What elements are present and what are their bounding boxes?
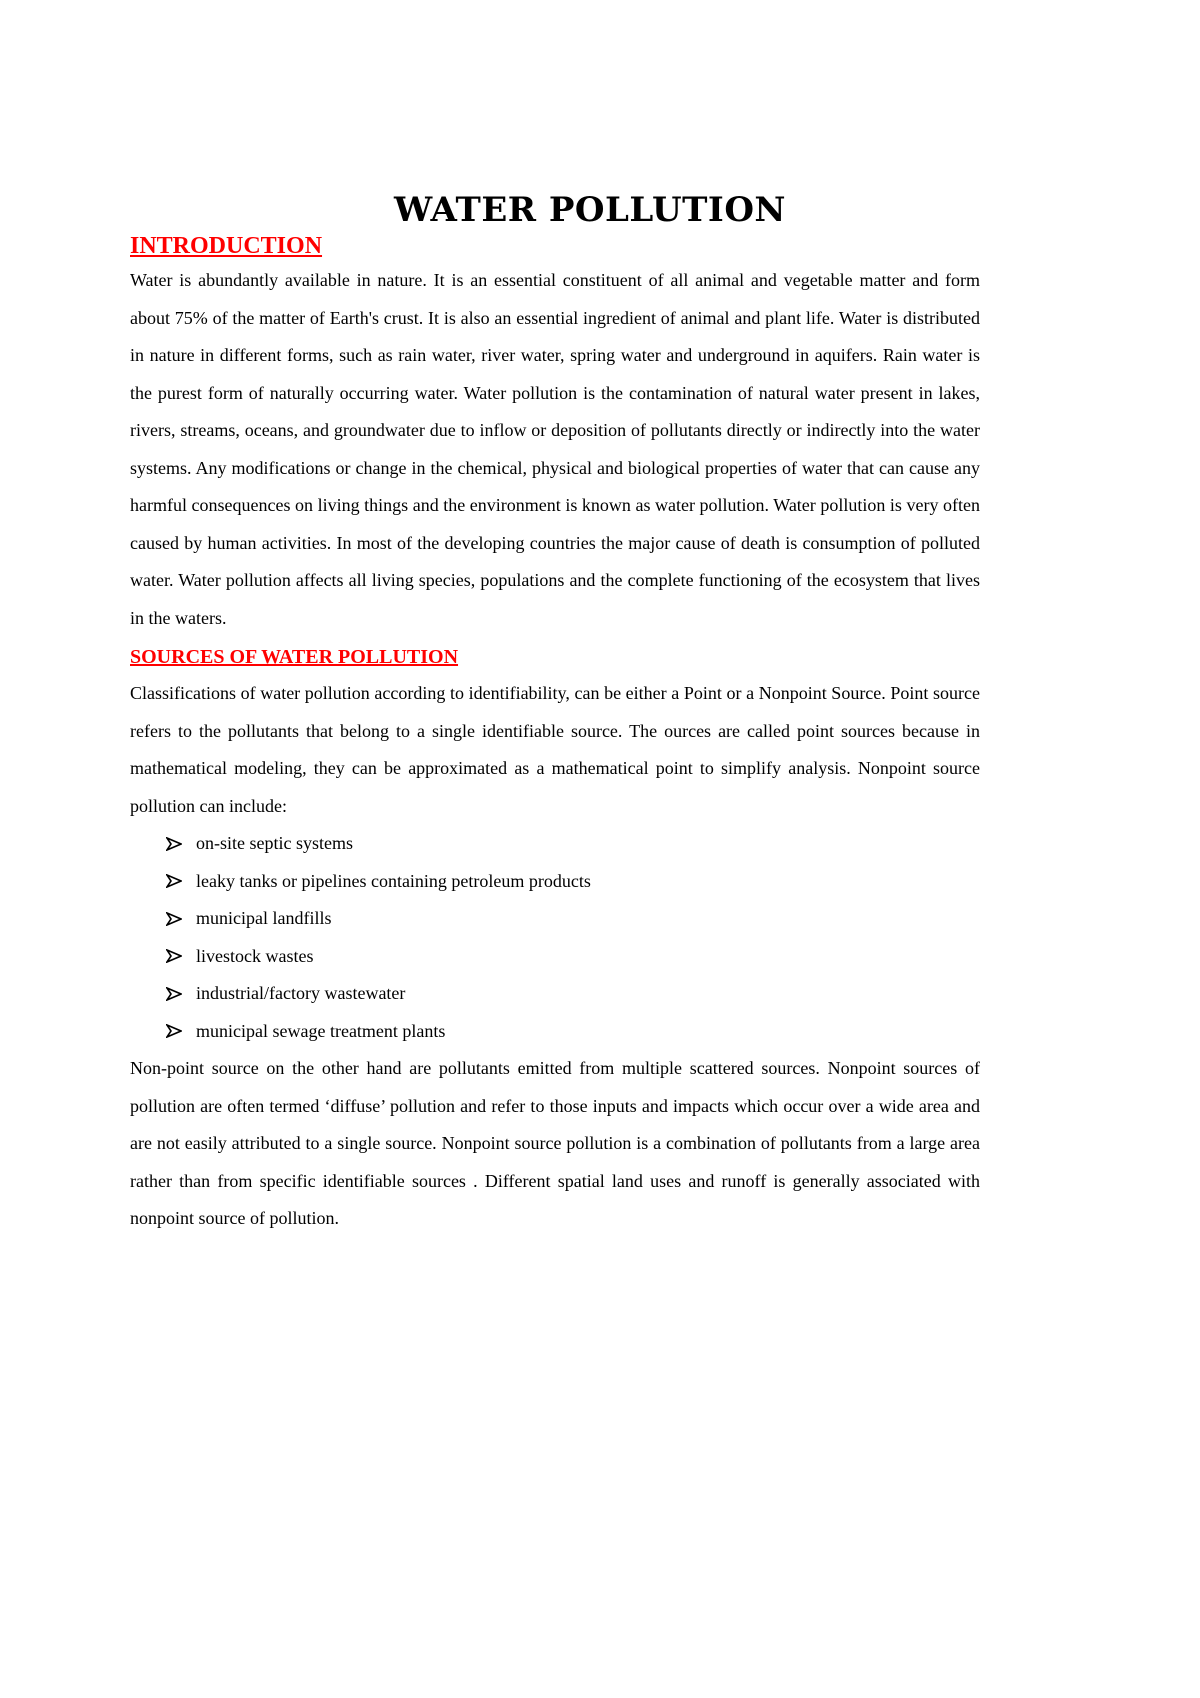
sources-paragraph: Classifications of water pollution according to identifiability, can be either a Point or a Nonpoint Source. Point source refers to the pollutants that belong to a single identifiable source. The ources are called point sources because in mathematical modeling, they can be approximated as a mathematical point to simplify analysis. Nonpoint source pollution can include: [130,683,980,816]
arrowhead-bullet-icon [166,975,182,1013]
list-item-text: municipal sewage treatment plants [196,1020,446,1041]
section-heading-introduction: INTRODUCTION [130,233,323,259]
document-title: WATER POLLUTION [393,190,787,230]
arrowhead-bullet-icon [166,1013,182,1051]
list-item-text: leaky tanks or pipelines containing petroleum products [196,870,591,891]
arrowhead-bullet-icon [166,938,182,976]
list-item-text: on-site septic systems [196,833,353,853]
list-item-text: livestock wastes [196,945,314,966]
list-item [166,1013,980,1051]
nonpoint-sources-list [130,825,980,1050]
list-item [166,938,980,976]
document-page [130,188,980,1238]
list-item [166,825,980,863]
list-item-text: municipal landfills [196,908,332,928]
list-item [166,975,980,1013]
introduction-paragraph: Water is abundantly available in nature. It is an essential constituent of all animal and vegetable matter and form about 75% of the matter of Earth's crust. It is also an essential ingredient of animal and plant life. Water is distributed in nature in different forms, such as rain water, river water, spring water and underground in aquifers. Rain water is the purest form of naturally occurring water. Water pollution is the contamination of natural water present in lakes, rivers, streams, oceans, and groundwater due to inflow or deposition of pollutants directly or indirectly into the water systems. Any modifications or change in the chemical, physical and biological properties of water that can cause any harmful consequences on living things and the environment is known as water pollution. Water pollution is very often caused by human activities. In most of the developing countries the major cause of death is consumption of polluted water. Water pollution affects all living species, populations and the complete functioning of the ecosystem that lives in the waters. [130,270,980,628]
section-heading-sources: SOURCES OF WATER POLLUTION [130,646,459,668]
list-item-text: industrial/factory wastewater [196,983,406,1003]
arrowhead-bullet-icon [166,900,182,938]
arrowhead-bullet-icon [166,863,182,901]
closing-paragraph: Non-point source on the other hand are pollutants emitted from multiple scattered sources. Nonpoint sources of pollution are often termed ‘diffuse’ pollution and refer to those inputs and impacts which occur over a wide area and are not easily attributed to a single source. Nonpoint source pollution is a combination of pollutants from a large area rather than from specific identifiable sources . Different spatial land uses and runoff is generally associated with nonpoint source of pollution. [130,1058,980,1228]
arrowhead-bullet-icon [166,825,182,863]
list-item [166,900,980,938]
list-item [166,863,980,901]
